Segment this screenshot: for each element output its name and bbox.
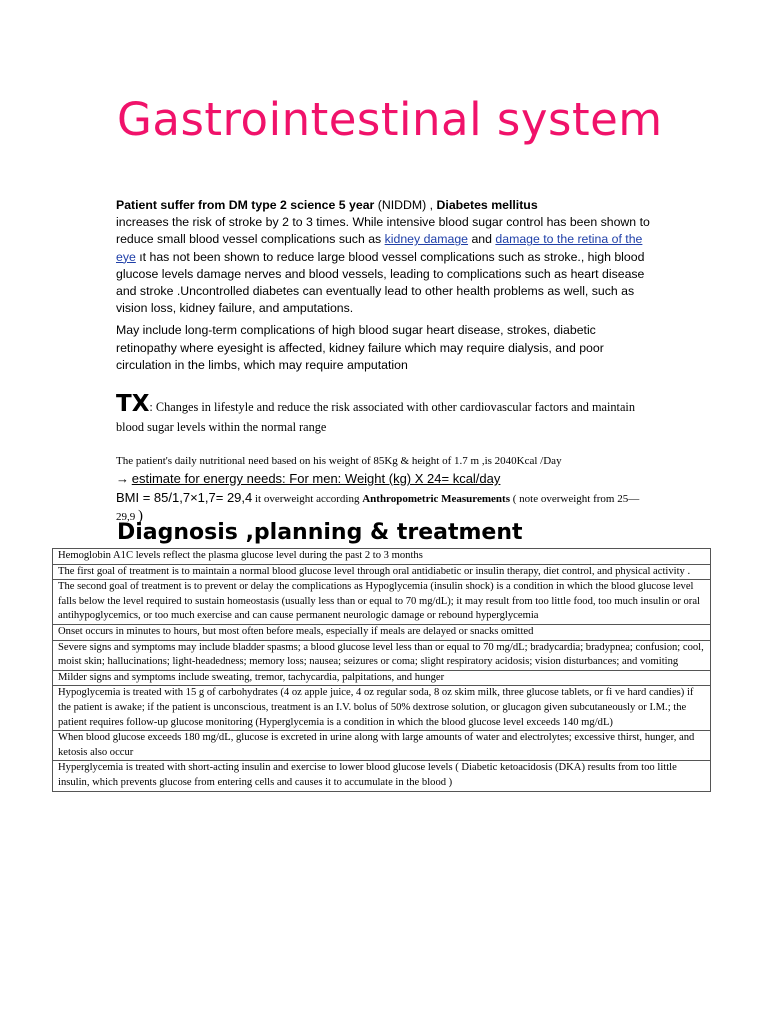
- treatment-section: [116, 391, 656, 437]
- table-cell: Hemoglobin A1C levels reflect the plasma glucose level during the past 2 to 3 months: [53, 549, 711, 565]
- retina-damage-link[interactable]: damage to the retina of the eye: [116, 232, 643, 264]
- nutrition-need-text: The patient's daily nutritional need based on his weight of 85Kg & height of 1.7 m ,is 2040Kcal /Day: [116, 455, 562, 467]
- diagnosis-table: [52, 548, 711, 792]
- table-row: [53, 580, 711, 625]
- table-cell: Severe signs and symptoms may include bladder spasms; a blood glucose level less than or equal to 70 mg/dL; bradycardia; bradypnea; confusion; cool, moist skin; hallucinations; light-headedness; memory loss; nausea; seizures or coma; slight respiratory acidosis; vision disturbances; and vomiting: [53, 640, 711, 670]
- energy-estimate-text: estimate for energy needs: For men: Weight (kg) X 24= kcal/day: [131, 471, 501, 486]
- patient-history-lead: Patient suffer from DM type 2 science 5 year: [116, 198, 375, 212]
- tx-label: TX: [116, 391, 150, 417]
- bmi-formula: BMI = 85/1,7×1,7= 29,4: [116, 490, 253, 505]
- bmi-note-a: it overweight according: [255, 493, 360, 505]
- table-cell: The first goal of treatment is to maintain a normal blood glucose level through oral antidiabetic or insulin therapy, diet control, and physical activity .: [53, 564, 711, 580]
- table-row: [53, 640, 711, 670]
- table-row: [53, 624, 711, 640]
- bmi-close-paren: ): [138, 508, 143, 524]
- tx-text: : Changes in lifestyle and reduce the risk associated with other cardiovascular factors and maintain blood sugar levels within the normal range: [116, 400, 635, 434]
- diagnosis-section-title: Diagnosis ,planning & treatment: [117, 520, 523, 545]
- table-cell: Hyperglycemia is treated with short-acting insulin and exercise to lower blood glucose levels ( Diabetic ketoacidosis (DKA) results from too little insulin, which prevents glucose from entering cells and causes it to accumulate in the blood ): [53, 761, 711, 791]
- bmi-note-b: ( note overweight from 25—29,9: [116, 493, 640, 523]
- table-row: [53, 686, 711, 731]
- table-row: [53, 731, 711, 761]
- table-cell: Hypoglycemia is treated with 15 g of carbohydrates (4 oz apple juice, 4 oz regular soda, 8 oz skim milk, three glucose tablets, or fi ve hard candies) if the patient is awake; if the patient is unconscious, treatment is an I.V. bolus of 50% dextrose solution, or glucagon given subcutaneously or I.M.; the patient requires follow-up glucose monitoring (Hyperglycemia is a condition in which the blood glucose level exceeds 140 mg/dL): [53, 686, 711, 731]
- table-cell: The second goal of treatment is to prevent or delay the complications as Hypoglycemia (insulin shock) is a condition in which the blood glucose level falls below the level required to sustain homeostasis (usually less than or equal to 70 mg/dL); it may result from too little food, too much insulin or oral antihypoglycemics, or too much exercise and can cause permanent neurologic damage or rebound hyperglycemia: [53, 580, 711, 625]
- niddm-label: (NIDDM) ,: [377, 198, 434, 212]
- table-cell: When blood glucose exceeds 180 mg/dL, glucose is excreted in urine along with large amounts of water and electrolytes; excessive thirst, hunger, and ketosis also occur: [53, 731, 711, 761]
- table-cell: Milder signs and symptoms include sweating, tremor, tachycardia, palpitations, and hunger: [53, 670, 711, 686]
- table-row: [53, 670, 711, 686]
- nutrition-section: [116, 453, 656, 526]
- diabetes-label: Diabetes mellitus: [436, 198, 538, 212]
- intro-paragraph-2: May include long-term complications of high blood sugar heart disease, strokes, diabetic retinopathy where eyesight is affected, kidney failure which may require dialysis, and poor circulation in the limbs, which may require amputation: [116, 323, 604, 372]
- intro-text-a: increases the risk of stroke by 2 to 3 times. While intensive blood sugar control has been shown to reduce small blood vessel complications such as: [116, 215, 650, 247]
- table-row: [53, 761, 711, 791]
- page-title: Gastrointestinal system: [117, 93, 663, 146]
- table-row: [53, 564, 711, 580]
- kidney-damage-link[interactable]: kidney damage: [384, 232, 469, 247]
- table-cell: Onset occurs in minutes to hours, but most often before meals, especially if meals are delayed or snacks omitted: [53, 624, 711, 640]
- table-row: [53, 549, 711, 565]
- intro-section: [116, 197, 656, 374]
- bmi-note-bold: Anthropometric Measurements: [362, 493, 510, 505]
- intro-text-b: ıt has not been shown to reduce large blood vessel complications such as stroke., high blood glucose levels damage nerves and blood vessels, leading to complications such as heart disease and stroke .Uncontrolled diabetes can eventually lead to other health problems as well, such as vision loss, kidney failure, and amputations.: [116, 249, 645, 316]
- intro-paragraph-1: [116, 197, 656, 317]
- intro-and: and: [471, 232, 492, 247]
- arrow-icon: →: [116, 471, 129, 486]
